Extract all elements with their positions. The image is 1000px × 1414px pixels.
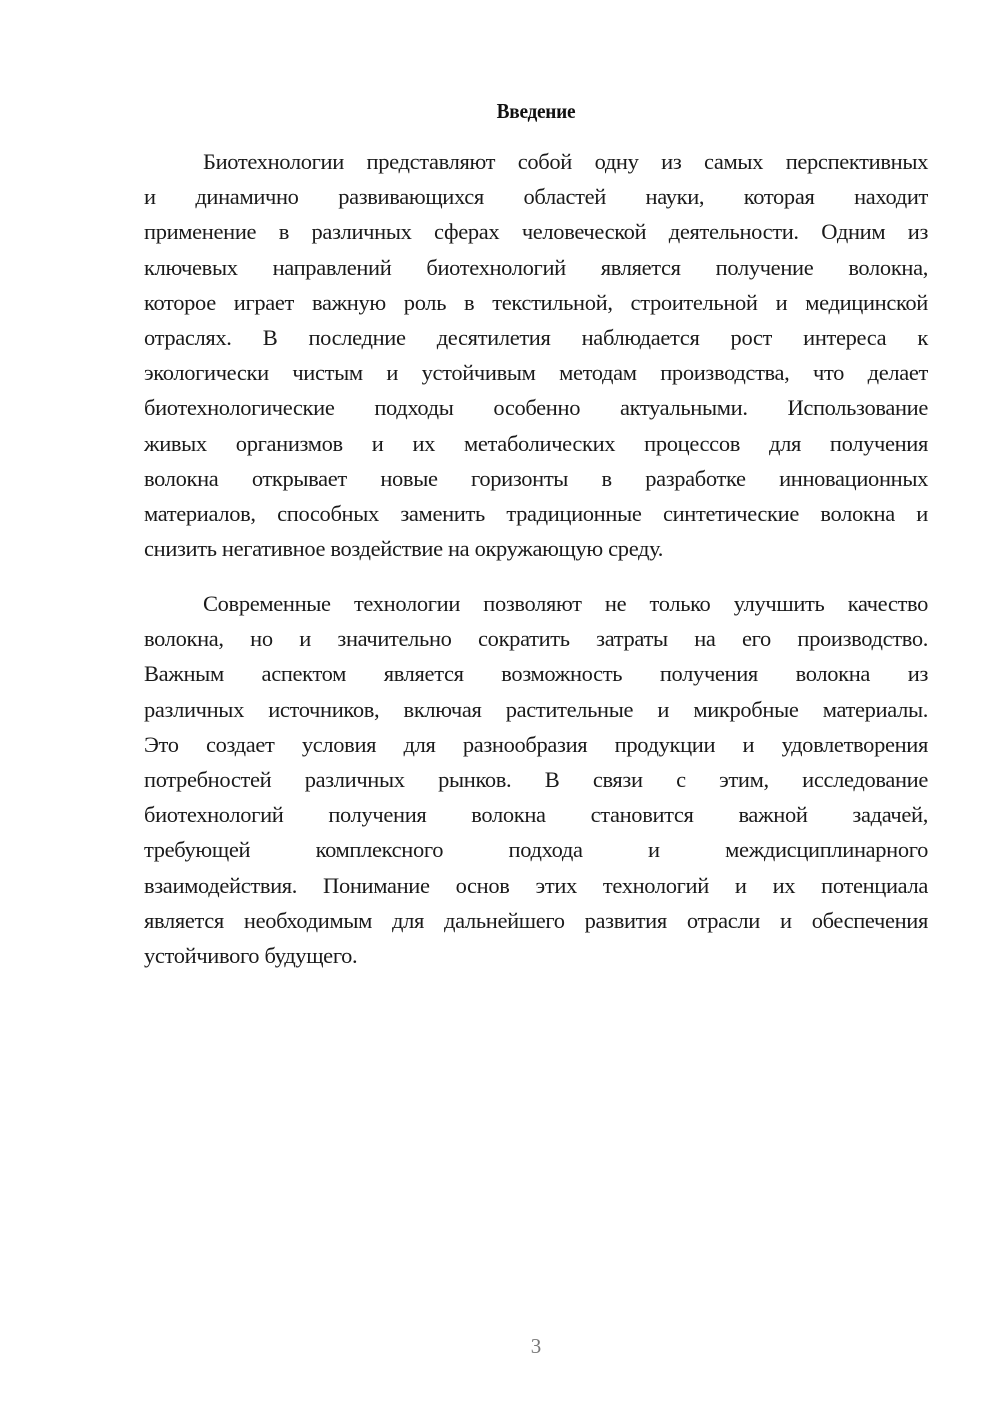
text-line: которое играет важную роль в текстильной, строительной и медицинской [144, 289, 928, 315]
text-line: материалов, способных заменить традиционные синтетические волокна и [144, 500, 928, 526]
text-line: биотехнологические подходы особенно актуальными. Использование [144, 395, 928, 421]
text-line: применение в различных сферах человеческой деятельности. Одним из [144, 219, 928, 245]
text-line: живых организмов и их метаболических процессов для получения [144, 430, 928, 456]
text-line: Важным аспектом является возможность получения волокна из [144, 661, 928, 687]
text-line: требующей комплексного подхода и междисциплинарного [144, 837, 928, 863]
text-line: Современные технологии позволяют не только улучшить качество [203, 591, 928, 616]
text-line: биотехнологий получения волокна становится важной задачей, [144, 802, 928, 828]
text-line: Это создает условия для разнообразия продукции и удовлетворения [144, 731, 928, 757]
text-line: Биотехнологии представляют собой одну из самых перспективных [203, 149, 928, 174]
text-line: и динамично развивающихся областей науки, которая находит [144, 184, 928, 210]
text-line: ключевых направлений биотехнологий является получение волокна, [144, 254, 928, 280]
page-number: 3 [530, 1334, 542, 1358]
text-line: волокна открывает новые горизонты в разработке инновационных [144, 465, 928, 491]
text-line: отраслях. В последние десятилетия наблюдается рост интереса к [144, 324, 928, 350]
section-title: Введение [496, 99, 576, 123]
paragraph-1 [144, 144, 928, 566]
text-line: экологически чистым и устойчивым методам производства, что делает [144, 360, 928, 386]
text-line: устойчивого будущего. [144, 942, 358, 968]
text-line: волокна, но и значительно сократить затраты на его производство. [144, 626, 928, 652]
text-line: является необходимым для дальнейшего развития отрасли и обеспечения [144, 907, 928, 933]
text-line: снизить негативное воздействие на окружающую среду. [144, 536, 664, 562]
text-line: взаимодействия. Понимание основ этих технологий и их потенциала [144, 872, 928, 898]
paragraph-2 [144, 586, 928, 973]
text-line: потребностей различных рынков. В связи с этим, исследование [144, 766, 928, 792]
text-line: различных источников, включая растительные и микробные материалы. [144, 696, 928, 722]
